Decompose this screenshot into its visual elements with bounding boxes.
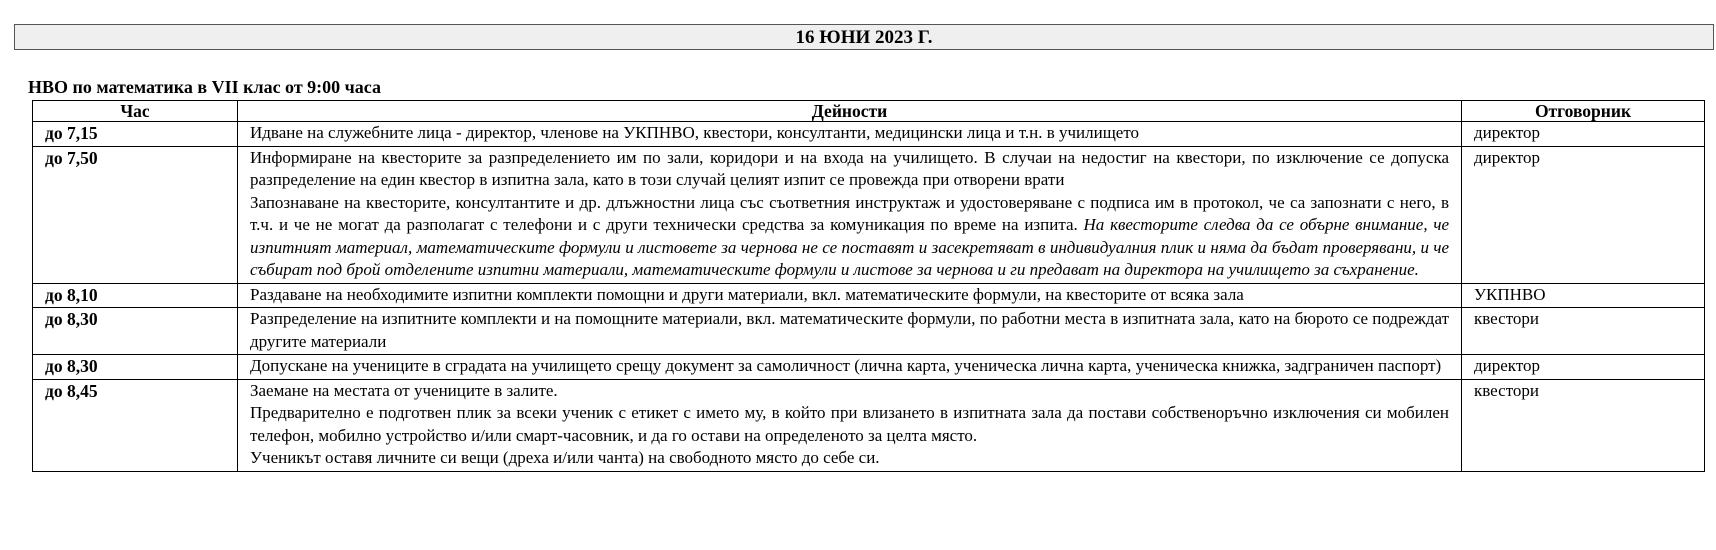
row-responsible: квестори <box>1462 379 1705 471</box>
row-responsible: директор <box>1462 146 1705 283</box>
table-row <box>33 379 1705 471</box>
exam-title: НВО по математика в VII клас от 9:00 часа <box>28 77 382 97</box>
row-responsible: УКПНВО <box>1462 283 1705 308</box>
row-hour: до 8,45 <box>33 379 238 471</box>
activity-text: Допускане на учениците в сградата на училището срещу документ за самоличност (лична карта, ученическа лична карта, ученическа книжка, задграничен паспорт) <box>250 356 1442 375</box>
table-row <box>33 283 1705 308</box>
schedule-table <box>32 100 1705 472</box>
table-row <box>33 355 1705 380</box>
column-header-activities: Дейности <box>238 101 1462 122</box>
activity-text: Запознаване на квесторите, консултантите и др. длъжностни лица със съответния инструктаж и удостоверяване с подписа им в протокол, че са запознати с него, в т.ч. и че не могат да разполагат с телефони и с други технически средства за комуникация по време на изпита. <box>250 192 1449 234</box>
column-header-hour: Час <box>33 101 238 122</box>
row-hour: до 7,50 <box>33 146 238 283</box>
row-hour: до 8,30 <box>33 355 238 380</box>
activity-text: Разпределение на изпитните комплекти и на помощните материали, вкл. математическите формули, по работни места в изпитната зала, като на бюрото се подреждат другите материали <box>250 309 1449 351</box>
activity-text: Предварително е подготвен плик за всеки ученик с етикет с името му, в който при влизането в изпитната зала да постави собственоръчно изключения си мобилен телефон, мобилно устройство и/или смарт-часовник, и да го остави на определеното за целта място. <box>250 403 1449 445</box>
table-row <box>33 146 1705 283</box>
table-header-row <box>33 101 1705 122</box>
row-activity <box>238 146 1462 283</box>
row-responsible: директор <box>1462 122 1705 147</box>
row-activity <box>238 283 1462 308</box>
row-hour: до 8,30 <box>33 308 238 355</box>
table-row <box>33 308 1705 355</box>
row-activity <box>238 122 1462 147</box>
table-row <box>33 122 1705 147</box>
row-activity <box>238 308 1462 355</box>
row-activity <box>238 355 1462 380</box>
column-header-responsible: Отговорник <box>1462 101 1705 122</box>
row-responsible: директор <box>1462 355 1705 380</box>
activity-text: Информиране на квесторите за разпределението им по зали, коридори и на входа на училището. В случаи на недостиг на квестори, по изключение се допуска разпределение на един квестор в изпитна зала, като в този случай целият изпит се провежда при отворени врати <box>250 147 1449 189</box>
row-responsible: квестори <box>1462 308 1705 355</box>
activity-text: Идване на служебните лица - директор, членове на УКПНВО, квестори, консултанти, медицински лица и т.н. в училището <box>250 123 1140 142</box>
activity-text: Заемане на местата от учениците в залите. <box>250 380 558 400</box>
row-hour: до 7,15 <box>33 122 238 147</box>
date-header: 16 ЮНИ 2023 Г. <box>14 24 1714 50</box>
activity-text: Ученикът оставя личните си вещи (дреха и/или чанта) на свободното място до себе си. <box>250 448 880 467</box>
activity-note-italic: На квесторите следва да се обърне внимание, че изпитният материал, математическите формули и листовете за чернова не се поставят и засекретяват в индивидуалния плик и няма да бъдат проверявани, и че събират под брой отделените изпитни материали, математическите формули и листове за чернова и ги предават на директора на училището за съхранение. <box>250 215 1449 279</box>
activity-text-group <box>250 192 1449 282</box>
activity-text: Раздаване на необходимите изпитни комплекти помощни и други материали, вкл. математическите формули, на квесторите от всяка зала <box>250 284 1244 304</box>
row-activity <box>238 379 1462 471</box>
row-hour: до 8,10 <box>33 283 238 308</box>
